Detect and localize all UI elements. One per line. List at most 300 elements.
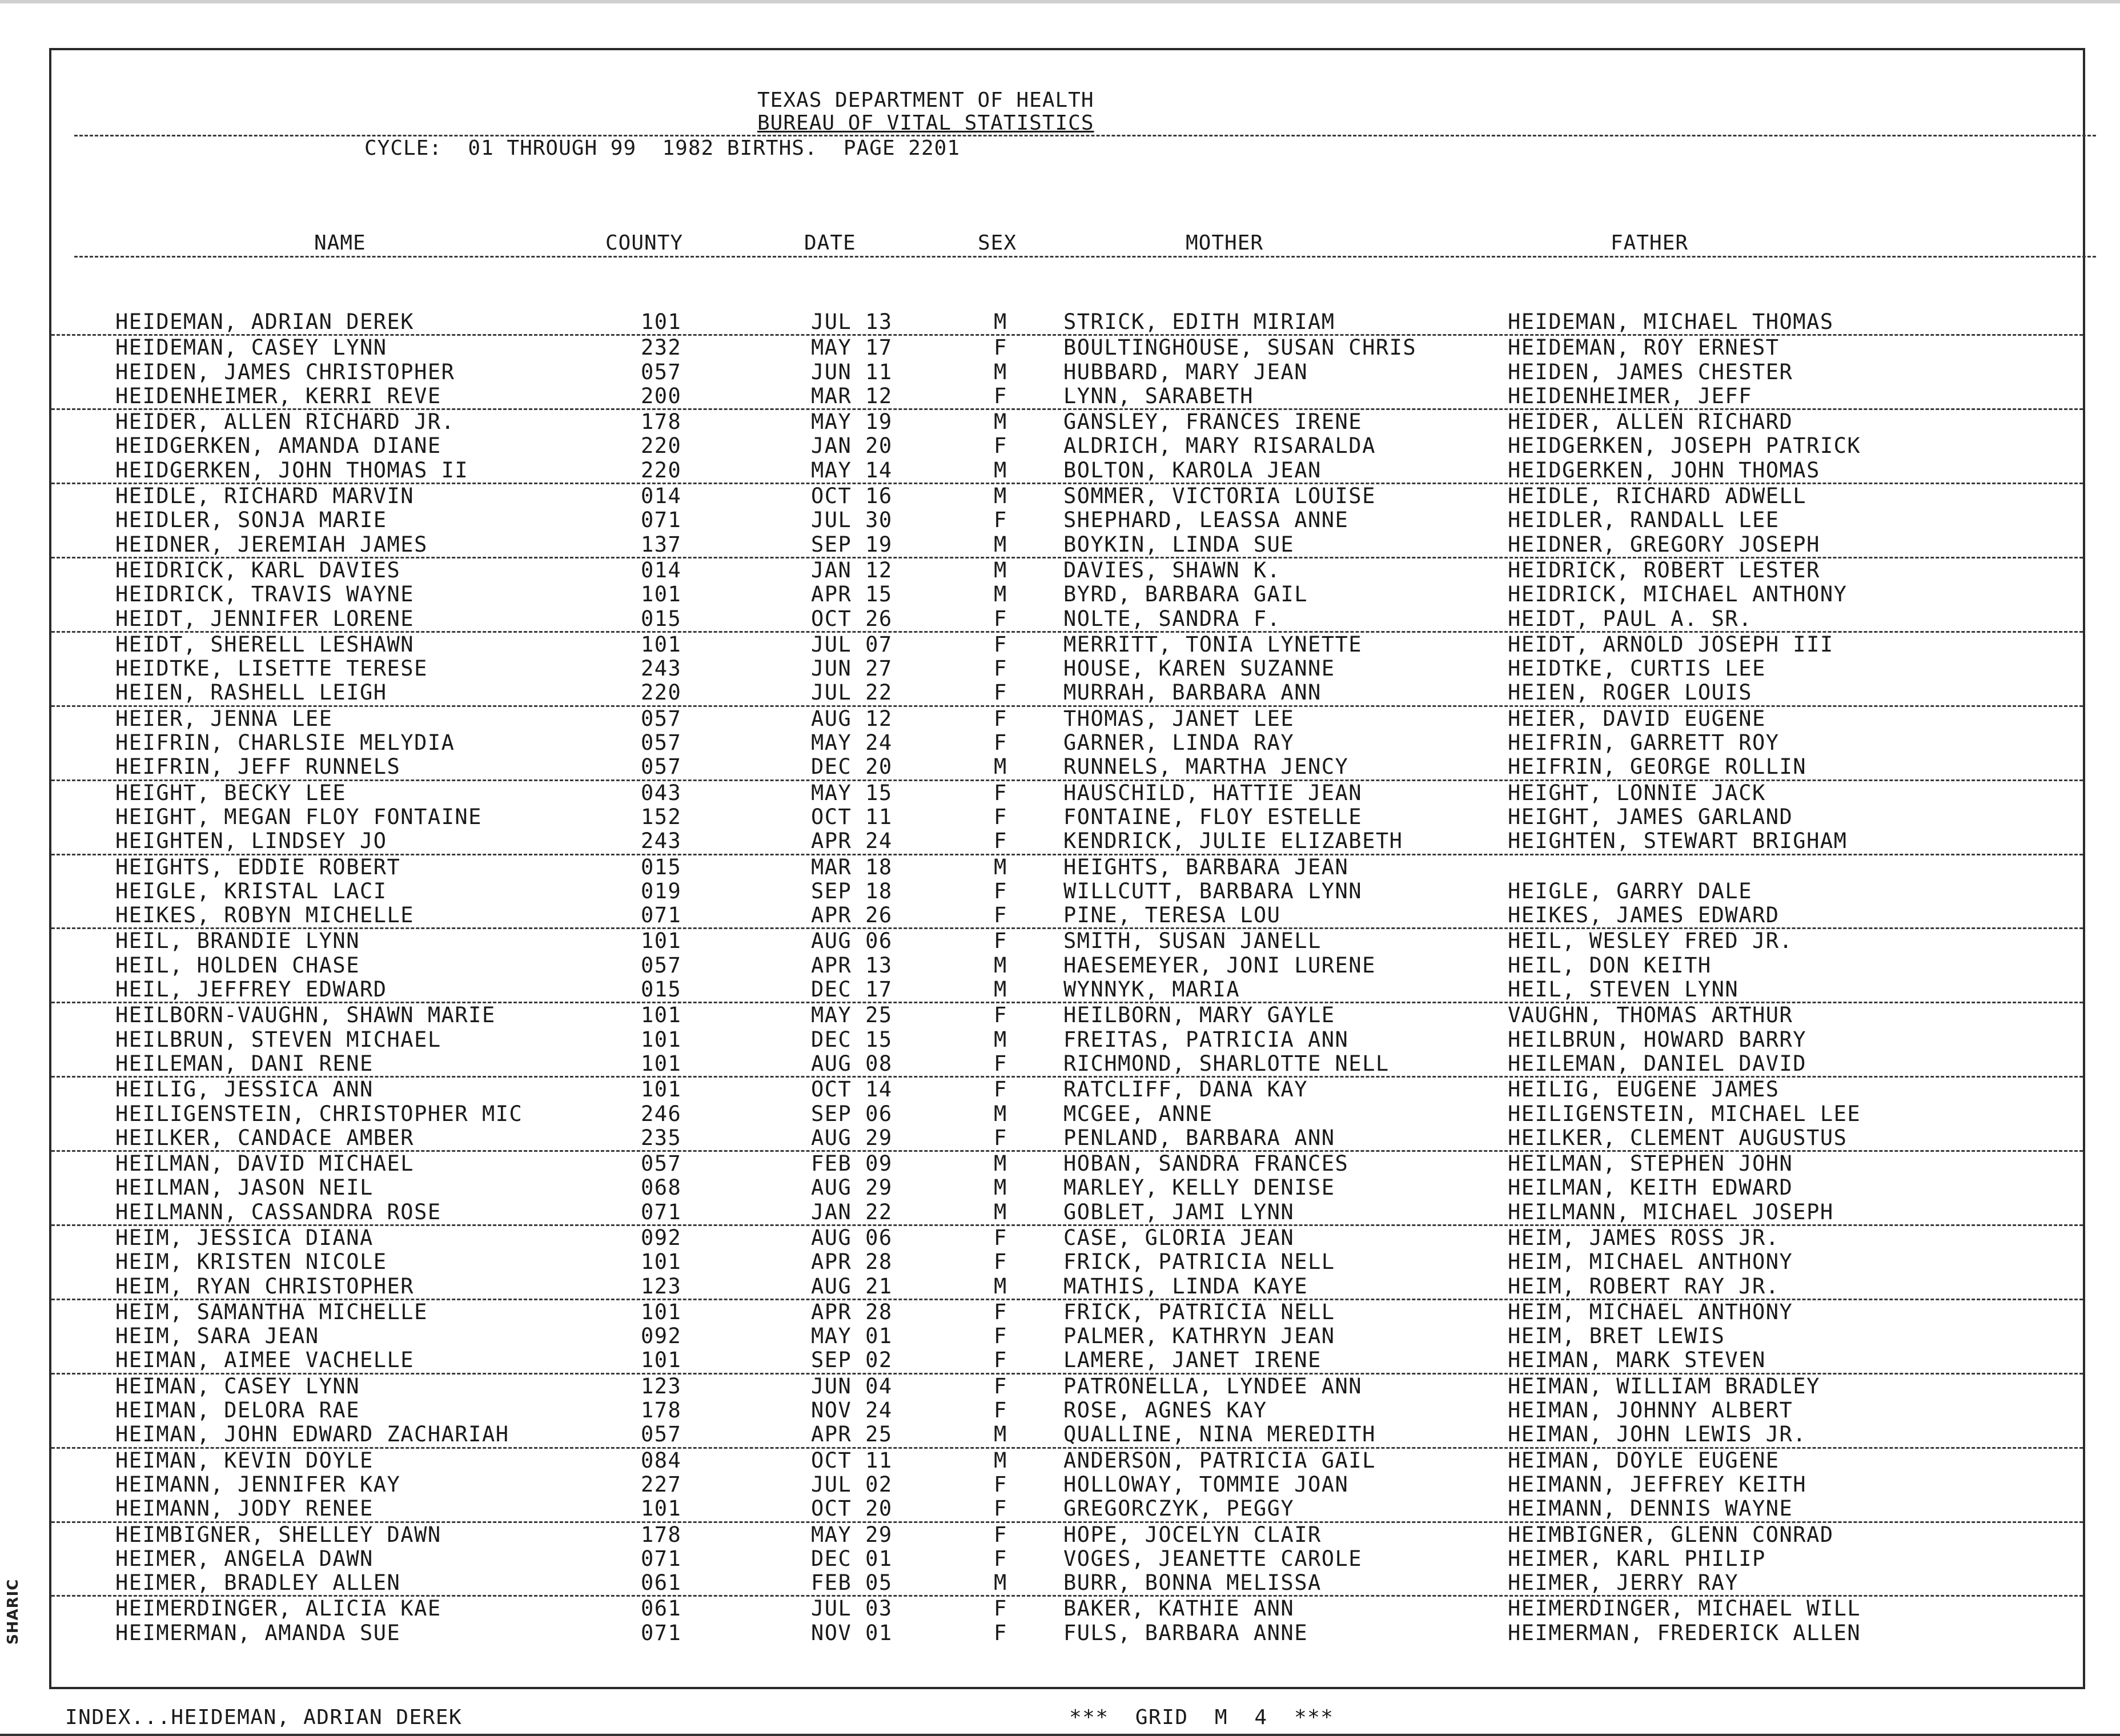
cell-date: JUL 02 xyxy=(811,1472,893,1497)
cell-name: HEIMAN, DELORA RAE xyxy=(115,1398,360,1423)
cell-mother: LYNN, SARABETH xyxy=(1063,383,1254,408)
cell-father: HEIM, BRET LEWIS xyxy=(1508,1324,1725,1349)
cell-county: 243 xyxy=(641,829,682,854)
cell-father: HEIFRIN, GEORGE ROLLIN xyxy=(1508,754,1807,779)
cell-sex: F xyxy=(994,1299,1007,1324)
cell-sex: F xyxy=(994,1546,1007,1571)
cell-mother: QUALLINE, NINA MEREDITH xyxy=(1063,1422,1376,1447)
cell-name: HEIDLE, RICHARD MARVIN xyxy=(115,484,415,509)
cell-father: HEIDEN, JAMES CHESTER xyxy=(1508,359,1793,384)
cell-name: HEIMAN, AIMEE VACHELLE xyxy=(115,1348,415,1373)
cell-county: 123 xyxy=(641,1373,682,1399)
cell-name: HEIGHTS, EDDIE ROBERT xyxy=(115,854,401,879)
table-row xyxy=(51,1597,2083,1621)
cell-name: HEIGLE, KRISTAL LACI xyxy=(115,878,387,903)
cell-father: HEIMAN, JOHN LEWIS JR. xyxy=(1508,1422,1807,1447)
cell-name: HEIMERDINGER, ALICIA KAE xyxy=(115,1596,441,1621)
cell-name: HEIMANN, JODY RENEE xyxy=(115,1496,374,1521)
cell-father: HEIL, STEVEN LYNN xyxy=(1508,977,1739,1002)
cell-sex: F xyxy=(994,1596,1007,1621)
cell-father: HEIMAN, DOYLE EUGENE xyxy=(1508,1448,1780,1473)
cell-county: 243 xyxy=(641,656,682,681)
cell-mother: BOYKIN, LINDA SUE xyxy=(1063,532,1295,557)
cell-mother: FONTAINE, FLOY ESTELLE xyxy=(1063,804,1363,829)
column-header-father: FATHER xyxy=(1611,231,1689,255)
cell-date: JUL 22 xyxy=(811,680,893,705)
cell-sex: F xyxy=(994,1125,1007,1150)
records-table xyxy=(51,310,2083,1645)
cell-date: OCT 16 xyxy=(811,484,893,509)
cell-county: 101 xyxy=(641,632,682,657)
cell-county: 057 xyxy=(641,1151,682,1176)
cell-sex: M xyxy=(994,1422,1007,1447)
cell-father: HEIL, DON KEITH xyxy=(1508,953,1712,978)
cell-county: 019 xyxy=(641,878,682,903)
cell-date: JUN 27 xyxy=(811,656,893,681)
cell-date: APR 15 xyxy=(811,582,893,607)
cell-county: 014 xyxy=(641,484,682,509)
cell-father: HEIGLE, GARRY DALE xyxy=(1508,878,1752,903)
cell-sex: M xyxy=(994,582,1007,607)
cell-name: HEIDER, ALLEN RICHARD JR. xyxy=(115,409,455,435)
cell-county: 246 xyxy=(641,1101,682,1126)
table-row xyxy=(51,384,2083,410)
cell-sex: M xyxy=(994,1570,1007,1596)
table-row xyxy=(51,954,2083,978)
cell-name: HEIM, SAMANTHA MICHELLE xyxy=(115,1299,428,1324)
cell-sex: M xyxy=(994,557,1007,582)
cell-mother: MERRITT, TONIA LYNETTE xyxy=(1063,632,1363,657)
cell-date: DEC 15 xyxy=(811,1027,893,1052)
cell-sex: F xyxy=(994,829,1007,854)
table-row xyxy=(51,1324,2083,1348)
cell-father: HEIDGERKEN, JOSEPH PATRICK xyxy=(1508,433,1861,459)
cell-father: HEIMER, JERRY RAY xyxy=(1508,1570,1739,1596)
cell-father: VAUGHN, THOMAS ARTHUR xyxy=(1508,1003,1793,1028)
table-row xyxy=(51,434,2083,458)
cell-father: HEILMAN, STEPHEN JOHN xyxy=(1508,1151,1793,1176)
cell-date: MAY 17 xyxy=(811,335,893,360)
cell-mother: BAKER, KATHIE ANN xyxy=(1063,1596,1295,1621)
cell-mother: SOMMER, VICTORIA LOUISE xyxy=(1063,484,1376,509)
cell-date: AUG 21 xyxy=(811,1273,893,1299)
cell-name: HEIM, SARA JEAN xyxy=(115,1324,319,1349)
cell-county: 043 xyxy=(641,780,682,805)
cell-sex: F xyxy=(994,1522,1007,1547)
cell-date: JUL 03 xyxy=(811,1596,893,1621)
cell-name: HEIL, BRANDIE LYNN xyxy=(115,929,360,954)
cell-county: 015 xyxy=(641,606,682,631)
cell-name: HEILIG, JESSICA ANN xyxy=(115,1077,374,1102)
cell-father: HEIDEMAN, MICHAEL THOMAS xyxy=(1508,310,1834,334)
cell-father: HEILIGENSTEIN, MICHAEL LEE xyxy=(1508,1101,1861,1126)
table-row xyxy=(51,484,2083,508)
cell-name: HEIDEMAN, ADRIAN DEREK xyxy=(115,310,415,334)
cell-sex: F xyxy=(994,680,1007,705)
cell-county: 071 xyxy=(641,903,682,928)
cell-date: MAY 15 xyxy=(811,780,893,805)
cell-mother: FREITAS, PATRICIA ANN xyxy=(1063,1027,1349,1052)
cell-county: 101 xyxy=(641,1077,682,1102)
cell-county: 071 xyxy=(641,508,682,533)
cell-sex: M xyxy=(994,457,1007,483)
cell-sex: M xyxy=(994,1101,1007,1126)
cell-father: HEIKES, JAMES EDWARD xyxy=(1508,903,1780,928)
cell-mother: PATRONELLA, LYNDEE ANN xyxy=(1063,1373,1363,1399)
table-row xyxy=(51,1078,2083,1102)
cell-county: 178 xyxy=(641,1522,682,1547)
cell-father: HEIER, DAVID EUGENE xyxy=(1508,706,1766,731)
cell-date: JUL 30 xyxy=(811,508,893,533)
cell-sex: F xyxy=(994,730,1007,756)
header-bureau: BUREAU OF VITAL STATISTICS xyxy=(757,111,1094,135)
cell-mother: CASE, GLORIA JEAN xyxy=(1063,1225,1295,1250)
cell-name: HEIMAN, JOHN EDWARD ZACHARIAH xyxy=(115,1422,509,1447)
cell-mother: RATCLIFF, DANA KAY xyxy=(1063,1077,1308,1102)
cell-county: 071 xyxy=(641,1620,682,1645)
table-row xyxy=(51,1200,2083,1226)
cell-date: MAY 29 xyxy=(811,1522,893,1547)
cell-mother: HEILBORN, MARY GAYLE xyxy=(1063,1003,1335,1028)
cell-date: JAN 20 xyxy=(811,433,893,459)
cell-date: OCT 20 xyxy=(811,1496,893,1521)
cell-county: 101 xyxy=(641,310,682,334)
cell-sex: F xyxy=(994,878,1007,903)
cell-name: HEIMERMAN, AMANDA SUE xyxy=(115,1620,401,1645)
cell-name: HEIMER, ANGELA DAWN xyxy=(115,1546,374,1571)
cell-sex: F xyxy=(994,804,1007,829)
cell-county: 101 xyxy=(641,1348,682,1373)
cell-name: HEIDLER, SONJA MARIE xyxy=(115,508,387,533)
table-row xyxy=(51,707,2083,731)
table-row xyxy=(51,1152,2083,1176)
cell-father: HEIMERMAN, FREDERICK ALLEN xyxy=(1508,1620,1861,1645)
table-row xyxy=(51,360,2083,384)
table-row xyxy=(51,731,2083,755)
cell-date: SEP 02 xyxy=(811,1348,893,1373)
cell-mother: MATHIS, LINDA KAYE xyxy=(1063,1273,1308,1299)
cell-name: HEILEMAN, DANI RENE xyxy=(115,1051,374,1076)
cell-father: HEIDGERKEN, JOHN THOMAS xyxy=(1508,457,1820,483)
cell-name: HEIM, RYAN CHRISTOPHER xyxy=(115,1273,415,1299)
cell-name: HEILBRUN, STEVEN MICHAEL xyxy=(115,1027,441,1052)
cell-county: 123 xyxy=(641,1273,682,1299)
cell-mother: BOULTINGHOUSE, SUSAN CHRIS xyxy=(1063,335,1417,360)
cell-father: HEILMAN, KEITH EDWARD xyxy=(1508,1175,1793,1200)
cell-father: HEIMAN, WILLIAM BRADLEY xyxy=(1508,1373,1820,1399)
cell-sex: F xyxy=(994,508,1007,533)
table-row xyxy=(51,657,2083,681)
cell-county: 101 xyxy=(641,1027,682,1052)
cell-sex: F xyxy=(994,1496,1007,1521)
table-row xyxy=(51,633,2083,657)
cell-mother: THOMAS, JANET LEE xyxy=(1063,706,1295,731)
cell-name: HEIGHT, MEGAN FLOY FONTAINE xyxy=(115,804,482,829)
cell-county: 015 xyxy=(641,977,682,1002)
cell-mother: STRICK, EDITH MIRIAM xyxy=(1063,310,1335,334)
table-row xyxy=(51,336,2083,360)
cell-father: HEIMBIGNER, GLENN CONRAD xyxy=(1508,1522,1834,1547)
table-row xyxy=(51,781,2083,805)
table-row xyxy=(51,607,2083,633)
table-row xyxy=(51,1547,2083,1571)
cell-sex: M xyxy=(994,854,1007,879)
table-row xyxy=(51,1102,2083,1126)
cell-mother: ROSE, AGNES KAY xyxy=(1063,1398,1267,1423)
cell-mother: ANDERSON, PATRICIA GAIL xyxy=(1063,1448,1376,1473)
cell-name: HEIMAN, CASEY LYNN xyxy=(115,1373,360,1399)
cell-county: 101 xyxy=(641,1003,682,1028)
cell-mother: DAVIES, SHAWN K. xyxy=(1063,557,1281,582)
cell-date: APR 28 xyxy=(811,1249,893,1275)
cell-date: SEP 19 xyxy=(811,532,893,557)
cell-date: MAR 18 xyxy=(811,854,893,879)
cell-mother: VOGES, JEANETTE CAROLE xyxy=(1063,1546,1363,1571)
cell-father: HEIGHTEN, STEWART BRIGHAM xyxy=(1508,829,1848,854)
cell-father: HEIMAN, JOHNNY ALBERT xyxy=(1508,1398,1793,1423)
table-row xyxy=(51,805,2083,829)
cell-mother: BYRD, BARBARA GAIL xyxy=(1063,582,1308,607)
table-row xyxy=(51,978,2083,1003)
cell-county: 071 xyxy=(641,1199,682,1224)
cell-name: HEILKER, CANDACE AMBER xyxy=(115,1125,415,1150)
table-row xyxy=(51,1399,2083,1422)
cell-county: 092 xyxy=(641,1324,682,1349)
table-row xyxy=(51,1621,2083,1645)
cell-mother: MARLEY, KELLY DENISE xyxy=(1063,1175,1335,1200)
cell-county: 061 xyxy=(641,1596,682,1621)
cell-mother: MCGEE, ANNE xyxy=(1063,1101,1213,1126)
cell-sex: F xyxy=(994,903,1007,928)
cell-name: HEIMBIGNER, SHELLEY DAWN xyxy=(115,1522,441,1547)
cell-name: HEILMAN, JASON NEIL xyxy=(115,1175,374,1200)
cell-mother: FRICK, PATRICIA NELL xyxy=(1063,1299,1335,1324)
table-row xyxy=(51,459,2083,484)
cell-father: HEIMER, KARL PHILIP xyxy=(1508,1546,1766,1571)
cell-mother: ALDRICH, MARY RISARALDA xyxy=(1063,433,1376,459)
cell-mother: WILLCUTT, BARBARA LYNN xyxy=(1063,878,1363,903)
cell-father: HEIM, JAMES ROSS JR. xyxy=(1508,1225,1780,1250)
side-label: SHARIC xyxy=(5,1578,22,1645)
cell-sex: F xyxy=(994,606,1007,631)
cell-date: MAY 14 xyxy=(811,457,893,483)
cell-sex: F xyxy=(994,1324,1007,1349)
cell-father: HEIEN, ROGER LOUIS xyxy=(1508,680,1752,705)
cell-county: 220 xyxy=(641,680,682,705)
cell-sex: F xyxy=(994,632,1007,657)
cell-date: MAY 24 xyxy=(811,730,893,756)
cell-mother: HOLLOWAY, TOMMIE JOAN xyxy=(1063,1472,1349,1497)
table-row xyxy=(51,855,2083,879)
cell-county: 101 xyxy=(641,1496,682,1521)
cell-date: APR 24 xyxy=(811,829,893,854)
cell-sex: F xyxy=(994,1620,1007,1645)
cell-father: HEILEMAN, DANIEL DAVID xyxy=(1508,1051,1807,1076)
table-row xyxy=(51,1449,2083,1473)
column-header-mother: MOTHER xyxy=(1186,231,1264,255)
cell-date: MAY 19 xyxy=(811,409,893,435)
cell-county: 061 xyxy=(641,1570,682,1596)
cell-father: HEILBRUN, HOWARD BARRY xyxy=(1508,1027,1807,1052)
cell-father: HEIL, WESLEY FRED JR. xyxy=(1508,929,1793,954)
cell-father: HEIDRICK, ROBERT LESTER xyxy=(1508,557,1820,582)
cell-mother: HAUSCHILD, HATTIE JEAN xyxy=(1063,780,1363,805)
cell-name: HEIDGERKEN, AMANDA DIANE xyxy=(115,433,441,459)
column-header-rule xyxy=(74,256,2096,258)
cell-county: 015 xyxy=(641,854,682,879)
cell-father: HEIMERDINGER, MICHAEL WILL xyxy=(1508,1596,1861,1621)
cell-father: HEIDEMAN, ROY ERNEST xyxy=(1508,335,1780,360)
column-header-date: DATE xyxy=(804,231,856,255)
cell-name: HEIMANN, JENNIFER KAY xyxy=(115,1472,401,1497)
cell-county: 101 xyxy=(641,1249,682,1275)
cell-name: HEIM, JESSICA DIANA xyxy=(115,1225,374,1250)
cell-date: APR 28 xyxy=(811,1299,893,1324)
cell-date: MAY 25 xyxy=(811,1003,893,1028)
cell-name: HEIDENHEIMER, KERRI REVE xyxy=(115,383,441,408)
table-row xyxy=(51,903,2083,929)
cell-mother: PALMER, KATHRYN JEAN xyxy=(1063,1324,1335,1349)
footer-index: INDEX...HEIDEMAN, ADRIAN DEREK xyxy=(65,1706,463,1729)
cell-mother: MURRAH, BARBARA ANN xyxy=(1063,680,1322,705)
cell-mother: GARNER, LINDA RAY xyxy=(1063,730,1295,756)
cell-sex: M xyxy=(994,1448,1007,1473)
table-row xyxy=(51,1523,2083,1547)
cell-sex: F xyxy=(994,656,1007,681)
cell-name: HEIKES, ROBYN MICHELLE xyxy=(115,903,415,928)
table-row xyxy=(51,310,2083,336)
cell-sex: M xyxy=(994,953,1007,978)
cell-mother: SHEPHARD, LEASSA ANNE xyxy=(1063,508,1349,533)
cell-sex: F xyxy=(994,1398,1007,1423)
cell-county: 101 xyxy=(641,582,682,607)
cell-sex: F xyxy=(994,383,1007,408)
cell-county: 101 xyxy=(641,1299,682,1324)
table-row xyxy=(51,755,2083,781)
cell-date: MAY 01 xyxy=(811,1324,893,1349)
table-row xyxy=(51,582,2083,606)
cell-name: HEIGHTEN, LINDSEY JO xyxy=(115,829,387,854)
cell-mother: GREGORCZYK, PEGGY xyxy=(1063,1496,1295,1521)
table-row xyxy=(51,681,2083,706)
cell-father: HEILKER, CLEMENT AUGUSTUS xyxy=(1508,1125,1848,1150)
cell-name: HEIDGERKEN, JOHN THOMAS II xyxy=(115,457,469,483)
cell-date: JUN 11 xyxy=(811,359,893,384)
cell-father: HEIDLE, RICHARD ADWELL xyxy=(1508,484,1807,509)
table-row xyxy=(51,1126,2083,1152)
table-row xyxy=(51,1052,2083,1078)
cell-father: HEIDRICK, MICHAEL ANTHONY xyxy=(1508,582,1848,607)
top-edge-rule xyxy=(0,0,2120,3)
cell-county: 071 xyxy=(641,1546,682,1571)
bottom-edge-rule xyxy=(0,1734,2120,1736)
cell-sex: M xyxy=(994,532,1007,557)
cell-sex: M xyxy=(994,1199,1007,1224)
cell-date: AUG 29 xyxy=(811,1175,893,1200)
header-department: TEXAS DEPARTMENT OF HEALTH xyxy=(757,89,1094,112)
cell-date: APR 13 xyxy=(811,953,893,978)
cell-sex: M xyxy=(994,1273,1007,1299)
cell-date: APR 26 xyxy=(811,903,893,928)
cell-mother: BURR, BONNA MELISSA xyxy=(1063,1570,1322,1596)
cell-mother: SMITH, SUSAN JANELL xyxy=(1063,929,1322,954)
cell-father: HEIGHT, LONNIE JACK xyxy=(1508,780,1766,805)
cell-name: HEIDT, SHERELL LESHAWN xyxy=(115,632,415,657)
cell-county: 235 xyxy=(641,1125,682,1150)
table-row xyxy=(51,1176,2083,1200)
cell-sex: M xyxy=(994,484,1007,509)
cell-father: HEIMAN, MARK STEVEN xyxy=(1508,1348,1766,1373)
cell-father: HEIDENHEIMER, JEFF xyxy=(1508,383,1752,408)
cell-father: HEIM, ROBERT RAY JR. xyxy=(1508,1273,1780,1299)
cell-county: 092 xyxy=(641,1225,682,1250)
cell-mother: PINE, TERESA LOU xyxy=(1063,903,1281,928)
cell-name: HEIM, KRISTEN NICOLE xyxy=(115,1249,387,1275)
cell-father: HEIDT, PAUL A. SR. xyxy=(1508,606,1752,631)
cell-name: HEILBORN-VAUGHN, SHAWN MARIE xyxy=(115,1003,496,1028)
cell-mother: WYNNYK, MARIA xyxy=(1063,977,1240,1002)
cell-father: HEIMANN, JEFFREY KEITH xyxy=(1508,1472,1807,1497)
cell-date: SEP 18 xyxy=(811,878,893,903)
cell-county: 178 xyxy=(641,409,682,435)
cell-sex: F xyxy=(994,1077,1007,1102)
cell-county: 101 xyxy=(641,929,682,954)
cell-county: 137 xyxy=(641,532,682,557)
cell-sex: F xyxy=(994,1249,1007,1275)
cell-name: HEIL, HOLDEN CHASE xyxy=(115,953,360,978)
cell-father: HEIDNER, GREGORY JOSEPH xyxy=(1508,532,1820,557)
cell-mother: NOLTE, SANDRA F. xyxy=(1063,606,1281,631)
cell-name: HEIMER, BRADLEY ALLEN xyxy=(115,1570,401,1596)
cell-date: DEC 01 xyxy=(811,1546,893,1571)
cell-date: OCT 11 xyxy=(811,804,893,829)
cell-father: HEIDLER, RANDALL LEE xyxy=(1508,508,1780,533)
cell-father: HEIDT, ARNOLD JOSEPH III xyxy=(1508,632,1834,657)
cell-county: 057 xyxy=(641,359,682,384)
cell-sex: F xyxy=(994,1003,1007,1028)
cell-name: HEIMAN, KEVIN DOYLE xyxy=(115,1448,374,1473)
table-row xyxy=(51,1473,2083,1497)
cell-name: HEIDNER, JEREMIAH JAMES xyxy=(115,532,428,557)
cell-sex: F xyxy=(994,433,1007,459)
cell-sex: F xyxy=(994,1051,1007,1076)
cell-date: JUL 13 xyxy=(811,310,893,334)
cell-father: HEIM, MICHAEL ANTHONY xyxy=(1508,1299,1793,1324)
cell-date: JAN 22 xyxy=(811,1199,893,1224)
cell-county: 068 xyxy=(641,1175,682,1200)
cell-mother: BOLTON, KAROLA JEAN xyxy=(1063,457,1322,483)
cell-name: HEILMANN, CASSANDRA ROSE xyxy=(115,1199,441,1224)
cell-county: 084 xyxy=(641,1448,682,1473)
cell-sex: F xyxy=(994,1225,1007,1250)
cell-date: NOV 01 xyxy=(811,1620,893,1645)
table-row xyxy=(51,558,2083,582)
cell-date: OCT 14 xyxy=(811,1077,893,1102)
cell-name: HEIEN, RASHELL LEIGH xyxy=(115,680,387,705)
cell-date: OCT 11 xyxy=(811,1448,893,1473)
cell-father: HEIMANN, DENNIS WAYNE xyxy=(1508,1496,1793,1521)
cell-county: 057 xyxy=(641,730,682,756)
cell-county: 014 xyxy=(641,557,682,582)
cell-name: HEIDEMAN, CASEY LYNN xyxy=(115,335,387,360)
cell-mother: FULS, BARBARA ANNE xyxy=(1063,1620,1308,1645)
cell-sex: M xyxy=(994,409,1007,435)
cell-date: FEB 05 xyxy=(811,1570,893,1596)
cell-date: DEC 17 xyxy=(811,977,893,1002)
table-row xyxy=(51,1275,2083,1300)
cell-date: NOV 24 xyxy=(811,1398,893,1423)
footer-grid: *** GRID M 4 *** xyxy=(1069,1706,1334,1729)
